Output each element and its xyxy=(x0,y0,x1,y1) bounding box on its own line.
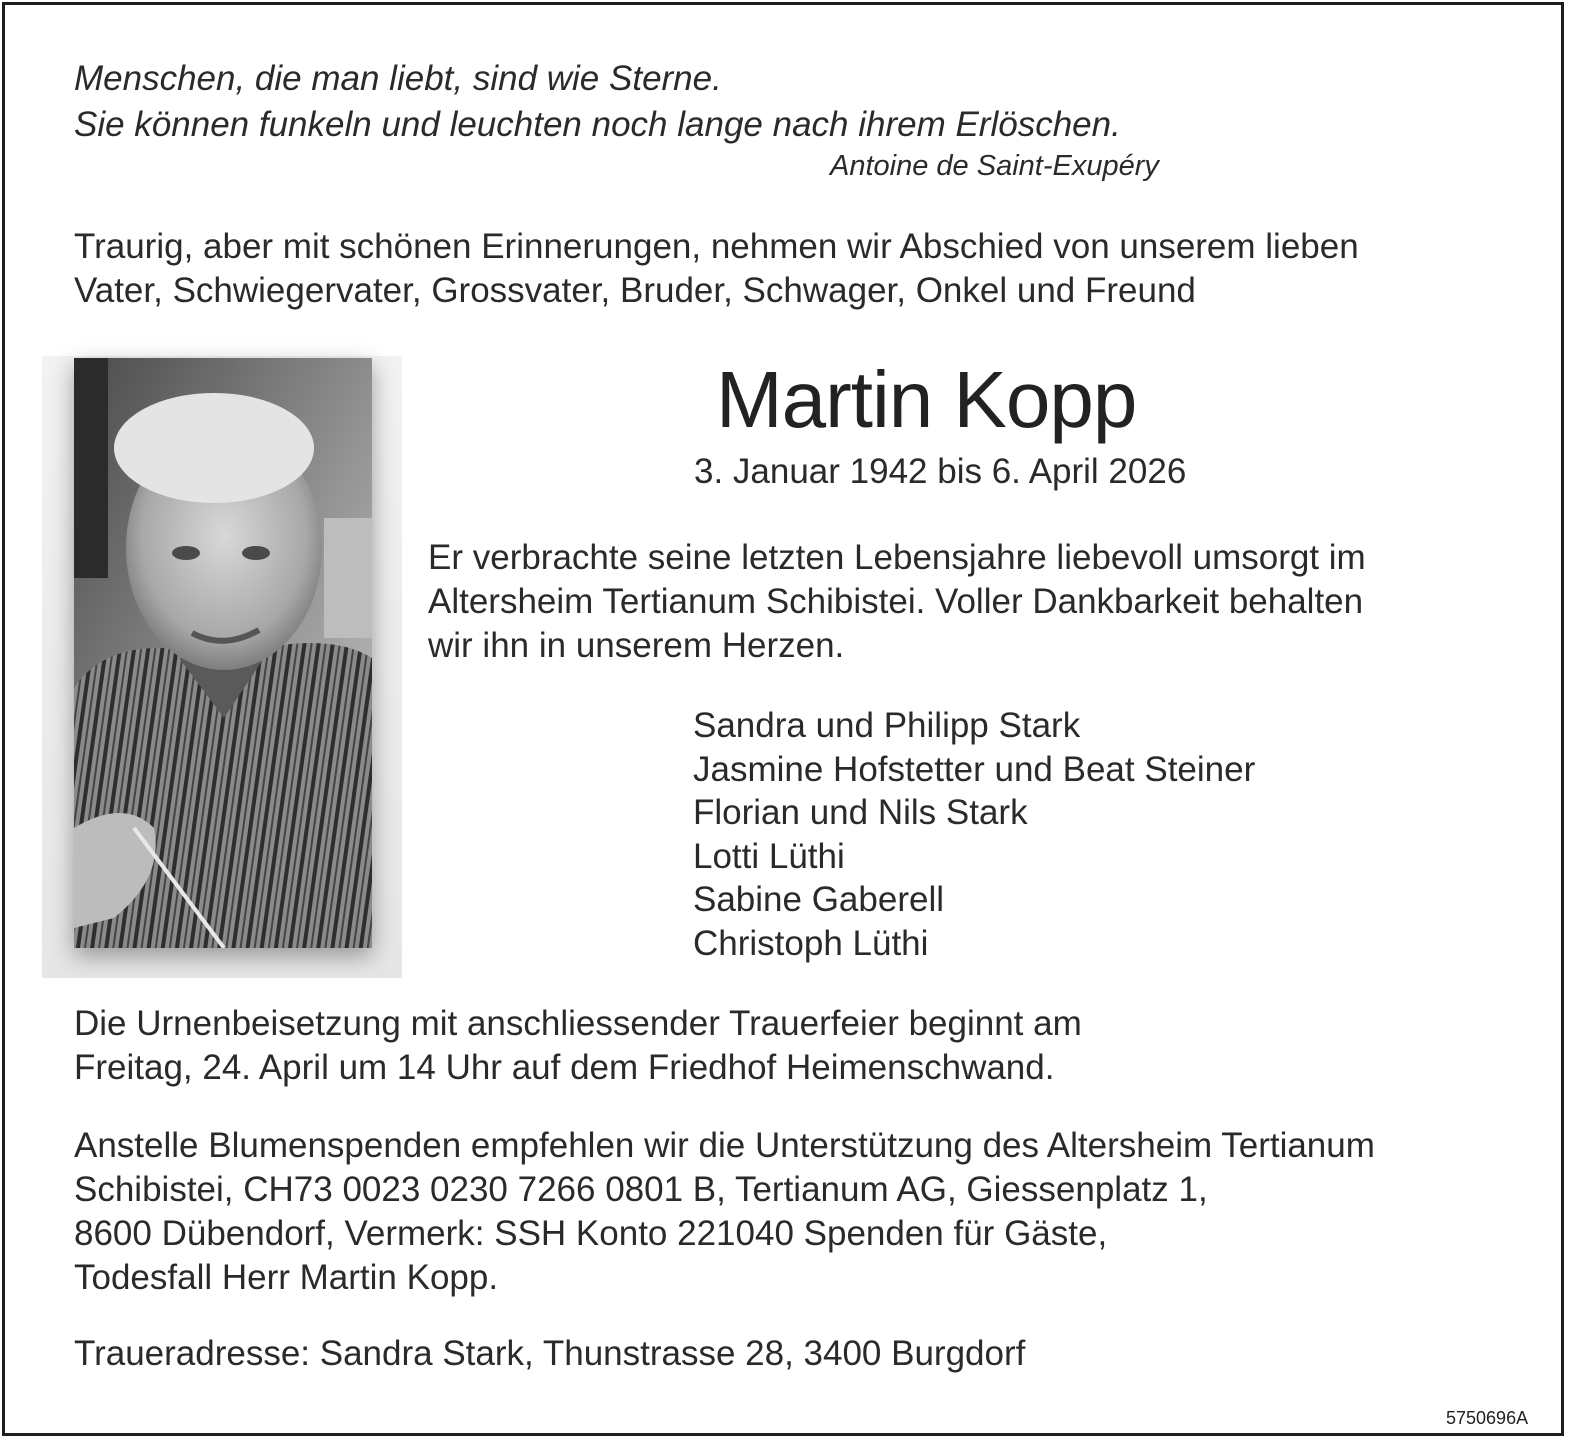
tribute-line-1: Er verbrachte seine letzten Lebensjahre liebevoll umsorgt im xyxy=(428,538,1366,577)
mourner-name: Sabine Gaberell xyxy=(693,880,944,920)
burial-info xyxy=(74,1002,1082,1090)
tribute-text xyxy=(428,536,1366,668)
donation-line-3: 8600 Dübendorf, Vermerk: SSH Konto 221040 Spenden für Gäste, xyxy=(74,1214,1108,1253)
mourning-address: Traueradresse: Sandra Stark, Thunstrasse 28, 3400 Burgdorf xyxy=(74,1334,1026,1373)
intro-text xyxy=(74,225,1359,313)
burial-line-2: Freitag, 24. April um 14 Uhr auf dem Friedhof Heimenschwand. xyxy=(74,1048,1055,1087)
mourner-name: Jasmine Hofstetter und Beat Steiner xyxy=(693,749,1256,789)
ad-code: 5750696A xyxy=(1446,1408,1529,1428)
intro-line-2: Vater, Schwiegervater, Grossvater, Bruder, Schwager, Onkel und Freund xyxy=(74,271,1196,310)
deceased-name: Martin Kopp xyxy=(716,355,1137,444)
mourner-name: Lotti Lüthi xyxy=(693,836,845,876)
tribute-line-3: wir ihn in unserem Herzen. xyxy=(428,626,845,665)
quote-line-1: Menschen, die man liebt, sind wie Sterne. xyxy=(74,59,722,98)
mourner-name: Christoph Lüthi xyxy=(693,923,929,963)
mourner-name: Sandra und Philipp Stark xyxy=(693,706,1081,745)
intro-line-1: Traurig, aber mit schönen Erinnerungen, nehmen wir Abschied von unserem lieben xyxy=(74,227,1359,266)
donation-line-1: Anstelle Blumenspenden empfehlen wir die Unterstützung des Altersheim Tertianum xyxy=(74,1126,1375,1165)
life-dates: 3. Januar 1942 bis 6. April 2026 xyxy=(694,452,1187,491)
photo-background xyxy=(42,356,402,978)
burial-line-1: Die Urnenbeisetzung mit anschliessender Trauerfeier beginnt am xyxy=(74,1004,1082,1043)
donation-line-4: Todesfall Herr Martin Kopp. xyxy=(74,1258,499,1297)
tribute-line-2: Altersheim Tertianum Schibistei. Voller Dankbarkeit behalten xyxy=(428,582,1364,621)
donation-line-2: Schibistei, CH73 0023 0230 7266 0801 B, Tertianum AG, Giessenplatz 1, xyxy=(74,1170,1208,1209)
portrait-photo xyxy=(74,358,372,948)
mourner-name: Florian und Nils Stark xyxy=(693,793,1028,833)
quote-author: Antoine de Saint-Exupéry xyxy=(830,150,1159,182)
mourners-list xyxy=(693,704,1255,966)
donation-info xyxy=(74,1124,1375,1300)
quote xyxy=(74,56,1121,148)
quote-line-2: Sie können funkeln und leuchten noch lange nach ihrem Erlöschen. xyxy=(74,105,1121,144)
